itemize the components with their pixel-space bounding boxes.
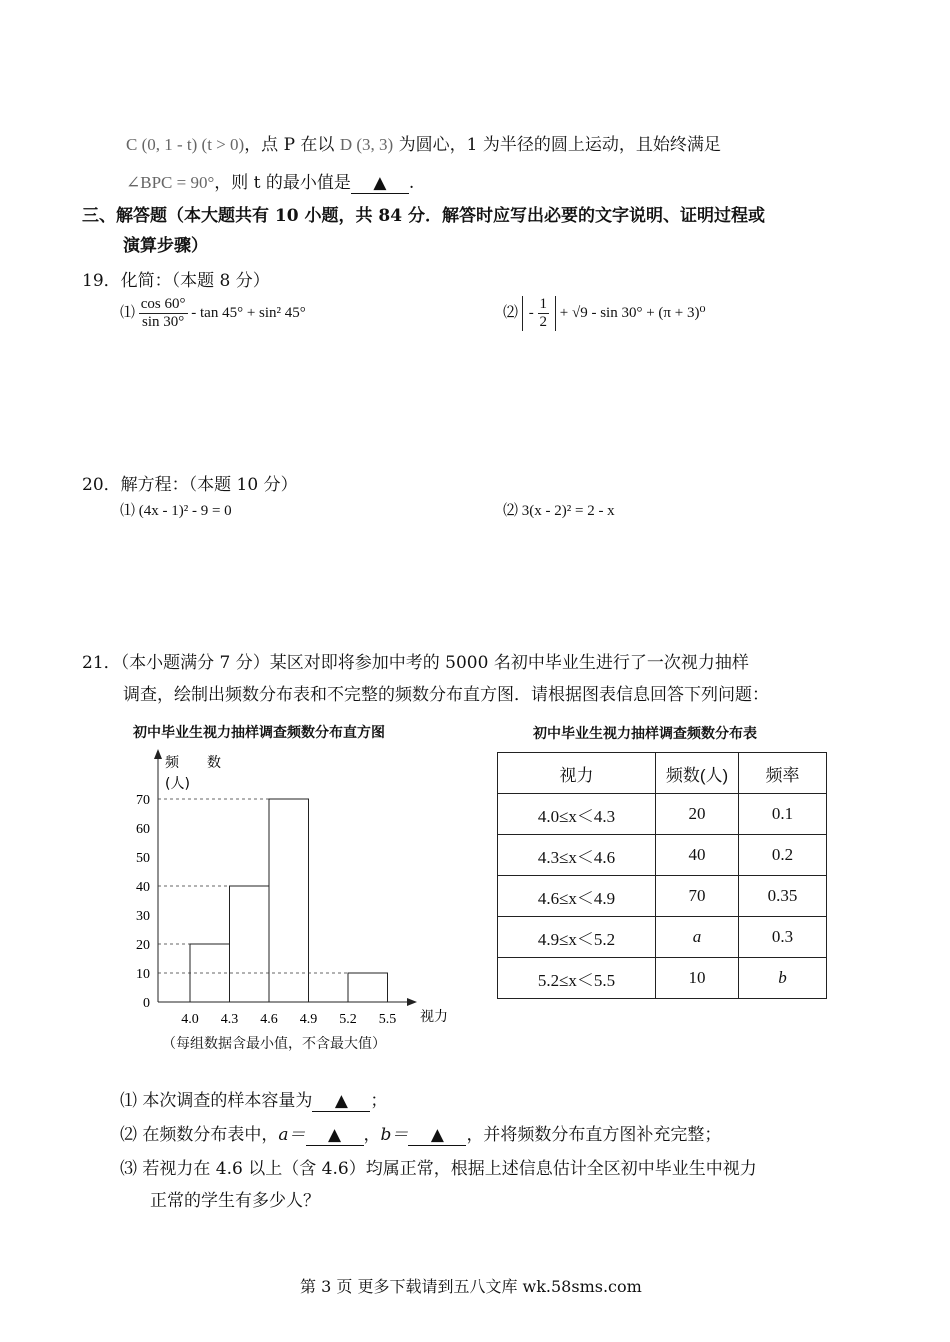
q18-line2-rest: ，则 t 的最小值是 [214,173,351,193]
table-cell-count: 40 [656,835,739,876]
table-title: 初中毕业生视力抽样调查频数分布表 [533,725,757,741]
y-tick-label: 30 [136,909,150,924]
q20-part2: ⑵ 3(x - 2)² = 2 - x [503,503,615,519]
q21-sub3-line2: 正常的学生有多少人？ [150,1191,320,1211]
table-header-rate: 频率 [739,753,827,794]
q21-sub1-blank: ▲ [312,1091,370,1112]
q18-line1-rest: 为圆心，1 为半径的圆上运动，且始终满足 [393,135,721,155]
q21-sub2-label: ⑵ [120,1125,137,1145]
y-tick-label: 10 [136,967,150,982]
table-cell-count: 70 [656,876,739,917]
table-cell-rate: 0.35 [739,876,827,917]
section3-heading-line1: 三、解答题（本大题共有 10 小题，共 84 分．解答时应写出必要的文字说明、证明过程或 [82,206,765,226]
table-cell-rate: 0.2 [739,835,827,876]
q19-abs-sign: - [528,304,534,321]
q19-fraction [139,296,188,331]
table-cell-range: 4.0≤x＜4.3 [498,794,656,835]
q19-half-num: 1 [539,296,548,312]
histogram-bar [348,973,388,1002]
q21-sub3-label: ⑶ [120,1159,137,1179]
q19-fraction-den: sin 30° [142,314,185,330]
table-row [498,835,827,876]
y-tick-label: 0 [143,996,150,1011]
q18-line1-mid: ，点 P 在以 [244,135,340,155]
q18-line2 [126,168,414,194]
table-row [498,876,827,917]
x-axis-label: 视力 [420,1009,448,1025]
q21-sub2-a: a＝ [278,1125,306,1145]
page-footer: 第 3 页 更多下载请到五八文库 wk.58sms.com [300,1277,642,1296]
q19-part2 [503,296,705,331]
x-tick-label: 5.2 [339,1012,357,1027]
q21-sub3-text: 若视力在 4.6 以上（含 4.6）均属正常，根据上述信息估计全区初中毕业生中视力 [142,1159,757,1179]
q21-sub1-text: 本次调查的样本容量为 [142,1091,313,1111]
table-cell-range: 4.9≤x＜5.2 [498,917,656,958]
x-tick-label: 4.0 [181,1012,199,1027]
table-cell-range: 4.6≤x＜4.9 [498,876,656,917]
q21-sub2-b-blank: ▲ [408,1125,466,1146]
q21-sub2-end: ，并将频数分布直方图补充完整； [466,1125,722,1145]
q21-sub1-end: ； [370,1091,388,1111]
q21-sub2 [120,1120,721,1146]
q20-part1: ⑴ (4x - 1)² - 9 = 0 [120,503,232,519]
table-cell-count: 20 [656,794,739,835]
table-cell-rate: 0.3 [739,917,827,958]
q18-point-c: C (0, 1 - t) (t > 0) [126,135,245,154]
table-header-row [498,753,827,794]
q21-sub2-sep: ， [363,1125,381,1145]
x-axis-arrow [407,998,417,1006]
table-cell-count: a [656,917,739,958]
table-cell-count: 10 [656,958,739,999]
histogram-bar [269,799,309,1002]
q19-part2-rest: + √9 - sin 30° + (π + 3)⁰ [559,304,706,321]
y-tick-label: 20 [136,938,150,953]
x-tick-label: 4.3 [220,1012,239,1027]
table-cell-range: 5.2≤x＜5.5 [498,958,656,999]
q18-answer-blank: ▲ [351,173,409,194]
y-axis-arrow [154,749,162,759]
histogram-bar [230,886,270,1002]
q19-fraction-num: cos 60° [140,296,186,312]
q21-intro-line1: 21．（本小题满分 7 分）某区对即将参加中考的 5000 名初中毕业生进行了一次视力抽样 [82,653,749,673]
table-row [498,958,827,999]
x-tick-label: 4.9 [299,1012,318,1027]
x-tick-label: 5.5 [378,1012,397,1027]
y-tick-label: 40 [136,880,150,895]
q21-sub2-a-blank: ▲ [306,1125,364,1146]
q21-sub2-text: 在频数分布表中， [142,1125,279,1145]
frequency-table [497,752,827,999]
q18-angle: ∠BPC = 90° [126,173,215,192]
q19-abs-value [522,296,556,331]
q21-sub2-b: b＝ [380,1125,409,1145]
q21-sub3-line1 [120,1154,757,1179]
histogram-note: （每组数据含最小值，不含最大值） [162,1036,386,1052]
table-cell-range: 4.3≤x＜4.6 [498,835,656,876]
y-tick-label: 60 [136,822,150,837]
q19-part1-rest: - tan 45° + sin² 45° [191,304,306,321]
table-row [498,917,827,958]
table-cell-rate: 0.1 [739,794,827,835]
y-tick-label: 70 [136,793,150,808]
q21-sub1-label: ⑴ [120,1091,137,1111]
q18-end: . [408,173,415,193]
q19-part1-label: ⑴ [120,304,136,321]
y-axis-unit: (人) [165,776,190,792]
table-row [498,794,827,835]
histogram-title: 初中毕业生视力抽样调查频数分布直方图 [133,724,385,740]
q19-part1 [120,296,306,331]
q21-sub1 [120,1086,387,1112]
table-header-vision: 视力 [498,753,656,794]
q18-line1 [126,130,721,155]
histogram-chart [120,745,480,1055]
y-tick-label: 50 [136,851,150,866]
table-header-count: 频数(人) [656,753,739,794]
q19-title: 19．化简：（本题 8 分） [82,271,270,291]
q19-half-fraction [538,296,550,331]
q19-part2-label: ⑵ [503,304,519,321]
q21-intro-line2: 调查，绘制出频数分布表和不完整的频数分布直方图．请根据图表信息回答下列问题： [123,685,769,705]
x-tick-label: 4.6 [260,1012,278,1027]
y-axis-label: 频 数 [165,755,221,771]
q19-half-den: 2 [539,314,548,330]
table-cell-rate: b [739,958,827,999]
q20-title: 20．解方程：（本题 10 分） [82,475,298,495]
section3-heading-line2: 演算步骤） [123,236,208,256]
q18-center: D (3, 3) [339,135,394,154]
